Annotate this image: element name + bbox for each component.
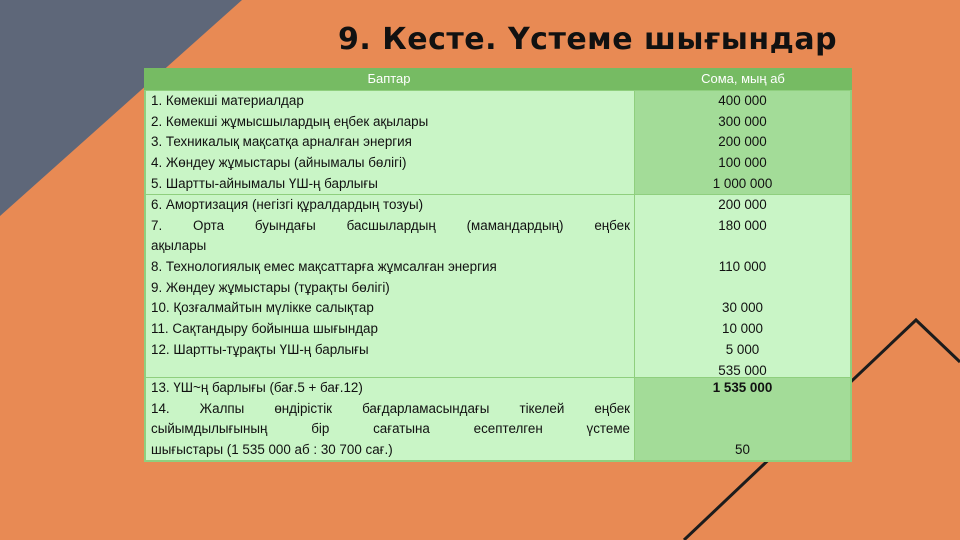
value-3: 200 000 xyxy=(718,134,767,150)
item-14-line-1: 14. Жалпы өндірістік бағдарламасындағы тікелей еңбек xyxy=(151,400,630,416)
item-7-line-1: 7. Орта буындағы басшылардың (мамандардың) еңбек xyxy=(151,217,630,233)
header-amount: Сома, мың аб xyxy=(701,71,785,86)
value-11: 10 000 xyxy=(722,321,763,337)
value-2: 300 000 xyxy=(718,113,767,129)
value-12-total: 535 000 xyxy=(718,362,767,378)
item-4: 4. Жөндеу жұмыстары (айнымалы бөлігі) xyxy=(151,155,407,171)
group1-items-cell xyxy=(146,91,634,194)
item-2: 2. Көмекші жұмысшылардың еңбек ақылары xyxy=(151,113,429,129)
item-5: 5. Шартты-айнымалы ҮШ-ң барлығы xyxy=(151,175,378,191)
item-9: 9. Жөндеу жұмыстары (тұрақты бөлігі) xyxy=(151,279,390,295)
item-13: 13. ҮШ~ң барлығы (бағ.5 + бағ.12) xyxy=(151,380,363,395)
value-6: 200 000 xyxy=(718,197,767,212)
item-12: 12. Шартты-тұрақты ҮШ-ң барлығы xyxy=(151,341,369,357)
page-title: 9. Кесте. Үстеме шығындар xyxy=(338,22,838,57)
group1-values-cell xyxy=(635,91,850,194)
item-6: 6. Амортизация (негізгі құралдардың тозуы) xyxy=(151,197,424,212)
item-11: 11. Сақтандыру бойынша шығындар xyxy=(151,321,378,337)
value-14: 50 xyxy=(735,442,750,458)
table-header xyxy=(144,68,852,90)
item-3: 3. Техникалық мақсатқа арналған энергия xyxy=(151,134,412,150)
overhead-costs-table xyxy=(144,68,852,462)
group2-items-cell xyxy=(146,195,634,377)
item-14-line-3: шығыстары (1 535 000 аб : 30 700 сағ.) xyxy=(151,442,393,458)
value-1: 400 000 xyxy=(718,93,767,108)
value-5: 1 000 000 xyxy=(712,175,773,191)
value-7: 180 000 xyxy=(718,217,767,233)
value-13: 1 535 000 xyxy=(712,380,773,395)
group3-values-cell xyxy=(635,378,850,460)
value-4: 100 000 xyxy=(718,155,767,171)
header-items: Баптар xyxy=(367,71,411,86)
group2-values-cell xyxy=(635,195,850,377)
item-7-line-2: ақылары xyxy=(151,238,207,254)
item-10: 10. Қозғалмайтын мүлікке салықтар xyxy=(151,300,374,316)
value-10: 30 000 xyxy=(722,300,763,316)
item-8: 8. Технологиялық емес мақсаттарға жұмсалған энергия xyxy=(151,259,497,275)
item-14-line-2: сыйымдылығының бір сағатына есептелген үстеме xyxy=(151,421,630,437)
item-1: 1. Көмекші материалдар xyxy=(151,93,304,108)
group3-items-cell xyxy=(146,378,634,460)
value-8: 110 000 xyxy=(718,259,767,275)
value-12: 5 000 xyxy=(725,341,760,357)
